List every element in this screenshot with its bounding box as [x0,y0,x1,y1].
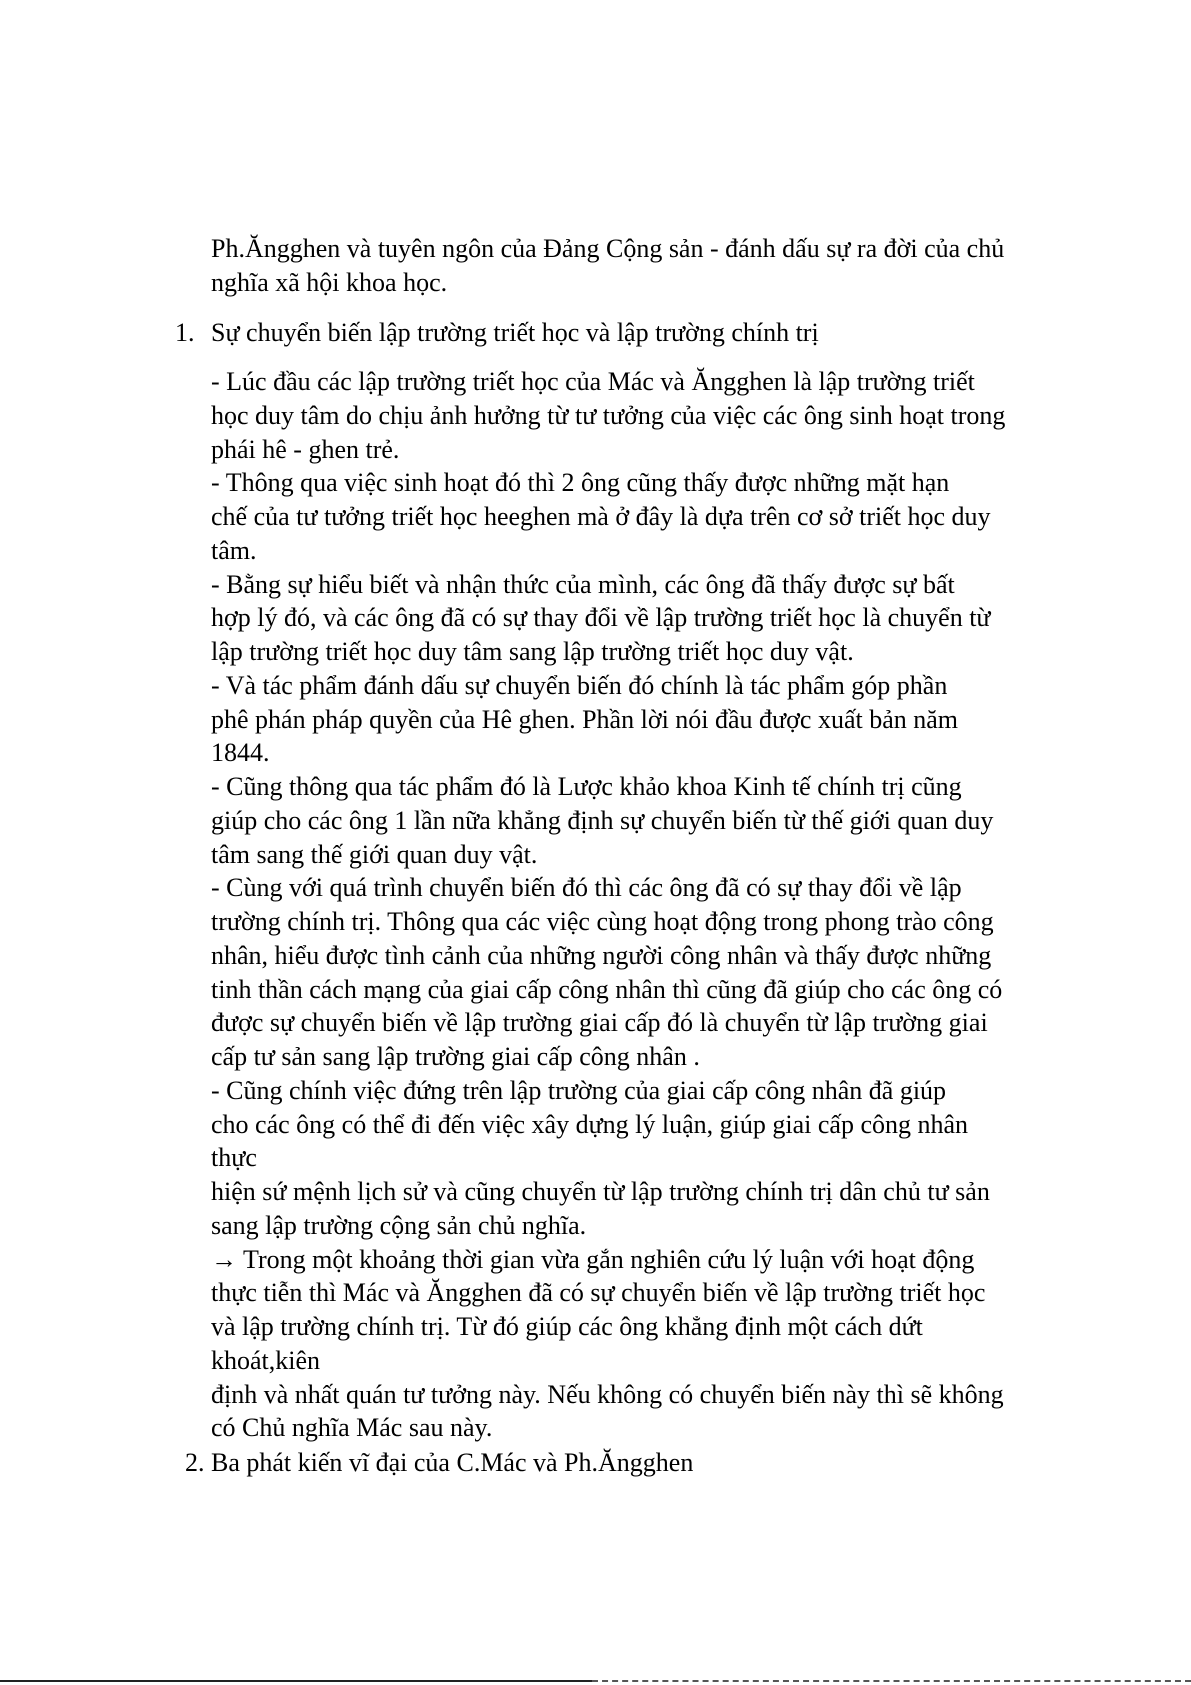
text-line: 1844. [211,738,270,768]
text-line: - Và tác phẩm đánh dấu sự chuyển biến đó chính là tác phẩm góp phần [211,670,948,700]
section-title: Ba phát kiến vĩ đại của C.Mác và Ph.Ăngghen [211,1448,694,1477]
text-line: định và nhất quán tư tưởng này. Nếu không có chuyển biến này thì sẽ không [211,1379,1004,1409]
section-1-heading [175,316,819,350]
section-number: 1. [175,318,195,347]
section-2-heading [185,1446,693,1480]
text-line: nghĩa xã hội khoa học. [211,268,448,297]
text-line: cho các ông có thể đi đến việc xây dựng lý luận, giúp giai cấp công nhân [211,1109,969,1139]
text-line: tinh thần cách mạng của giai cấp công nhân thì cũng đã giúp cho các ông có [211,974,1003,1004]
text-line: - Cùng với quá trình chuyển biến đó thì các ông đã có sự thay đổi về lập [211,873,962,903]
text-line: - Bằng sự hiểu biết và nhận thức của mình, các ông đã thấy được sự bất [211,569,955,599]
text-line: - Cũng chính việc đứng trên lập trường của giai cấp công nhân đã giúp [211,1075,947,1105]
section-number: 2. [185,1448,205,1477]
text-line: thực tiễn thì Mác và Ăngghen đã có sự chuyển biến về lập trường triết học [211,1278,986,1308]
intro-paragraph [211,232,1004,300]
text-line: Ph.Ăngghen và tuyên ngôn của Đảng Cộng sản - đánh dấu sự ra đời của chủ [211,234,1005,263]
section-1-body [211,365,1005,1445]
text-line: phê phán pháp quyền của Hê ghen. Phần lời nói đầu được xuất bản năm [211,704,959,734]
text-line: cấp tư sản sang lập trường giai cấp công nhân . [211,1042,700,1071]
text-line: chế của tư tưởng triết học heeghen mà ở đây là dựa trên cơ sở triết học duy [211,502,991,531]
page-bottom-rule-dotted [592,1680,1191,1682]
page-bottom-rule [0,1680,592,1682]
text-line: tâm. [211,535,257,565]
text-line: phái hê - ghen trẻ. [211,434,400,464]
text-line: - Thông qua việc sinh hoạt đó thì 2 ông cũng thấy được những mặt hạn [211,468,950,498]
text-line: giúp cho các ông 1 lần nữa khẳng định sự chuyển biến từ thế giới quan duy [211,805,994,835]
text-line: → Trong một khoảng thời gian vừa gắn nghiên cứu lý luận với hoạt động [211,1244,975,1274]
text-line: có Chủ nghĩa Mác sau này. [211,1413,493,1443]
text-line: - Lúc đầu các lập trường triết học của Mác và Ăngghen là lập trường triết [211,367,975,396]
text-line: hợp lý đó, và các ông đã có sự thay đổi về lập trường triết học là chuyển từ [211,603,991,633]
text-line: nhân, hiểu được tình cảnh của những người công nhân và thấy được những [211,940,992,970]
text-line: hiện sứ mệnh lịch sử và cũng chuyển từ lập trường chính trị dân chủ tư sản [211,1177,990,1206]
text-line: tâm sang thế giới quan duy vật. [211,839,538,869]
text-line: trường chính trị. Thông qua các việc cùng hoạt động trong phong trào công [211,907,994,936]
text-line: được sự chuyển biến về lập trường giai cấp đó là chuyển từ lập trường giai [211,1008,988,1038]
text-line: khoát,kiên [211,1345,321,1375]
text-line: học duy tâm do chịu ảnh hưởng từ tư tưởng của việc các ông sinh hoạt trong [211,400,1006,430]
text-line: và lập trường chính trị. Từ đó giúp các ông khẳng định một cách dứt [211,1312,923,1341]
text-line: thực [211,1143,257,1173]
text-line: sang lập trường cộng sản chủ nghĩa. [211,1210,587,1240]
text-line: - Cũng thông qua tác phẩm đó là Lược khảo khoa Kinh tế chính trị cũng [211,772,962,801]
section-title: Sự chuyển biến lập trường triết học và lập trường chính trị [211,318,819,347]
text-line: lập trường triết học duy tâm sang lập trường triết học duy vật. [211,637,854,666]
